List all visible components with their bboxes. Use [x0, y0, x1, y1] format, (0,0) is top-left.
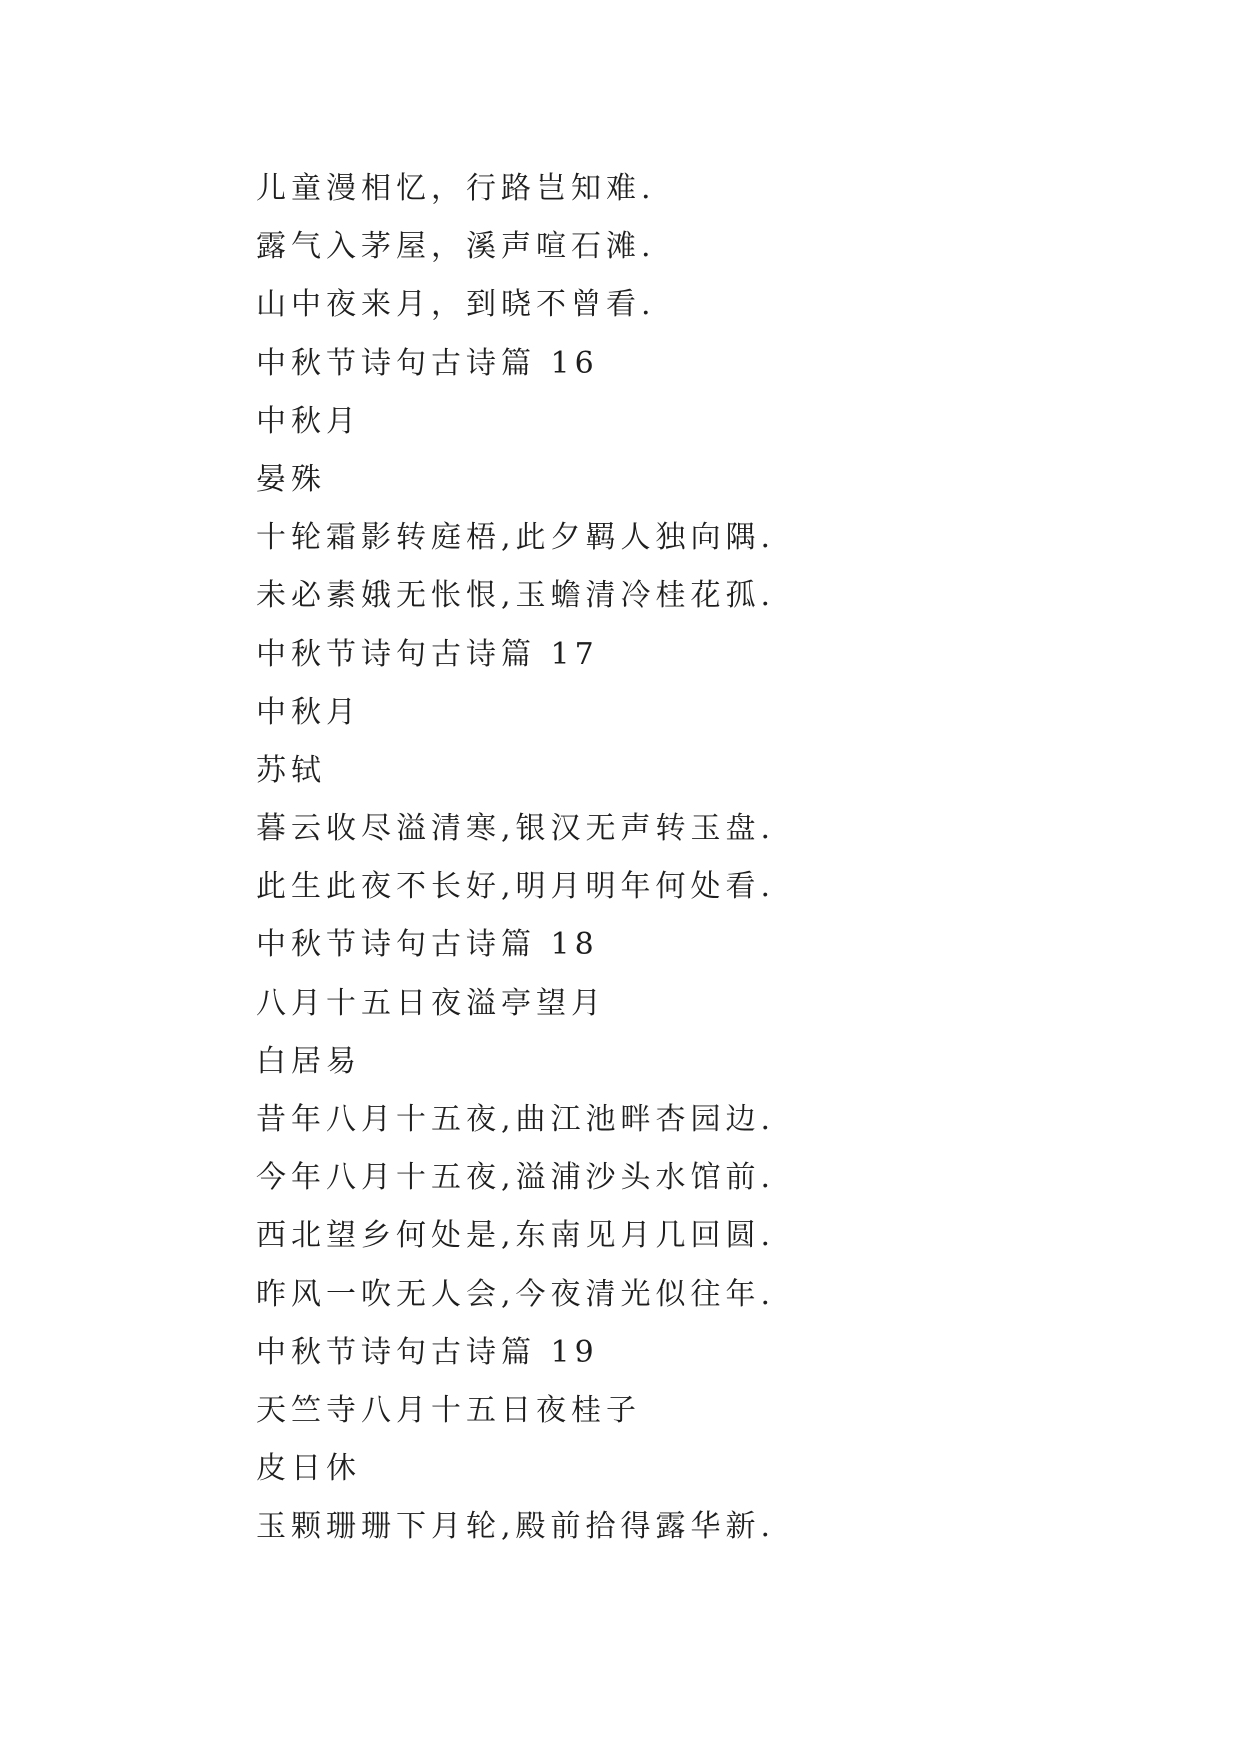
- poem-author: 苏轼: [256, 752, 326, 788]
- section-heading: 中秋节诗句古诗篇 19: [256, 1334, 599, 1370]
- poem-line: 暮云收尽溢清寒,银汉无声转玉盘.: [256, 811, 776, 847]
- poem-line: 今年八月十五夜,溢浦沙头水馆前.: [256, 1160, 776, 1196]
- poem-author: 晏殊: [256, 461, 326, 497]
- poem-line: 未必素娥无怅恨,玉蟾清冷桂花孤.: [256, 578, 776, 614]
- section-heading: 中秋节诗句古诗篇 18: [256, 927, 599, 963]
- poem-line: 山中夜来月，到晓不曾看.: [256, 287, 656, 323]
- document-body: [256, 160, 1016, 1557]
- poem-title: 中秋月: [256, 403, 361, 439]
- poem-line: 十轮霜影转庭梧,此夕羁人独向隅.: [256, 520, 776, 556]
- poem-author: 白居易: [256, 1043, 361, 1079]
- poem-line: 儿童漫相忆，行路岂知难.: [256, 171, 656, 206]
- poem-author: 皮日休: [256, 1451, 361, 1487]
- poem-title: 八月十五日夜溢亭望月: [256, 985, 606, 1021]
- poem-title: 中秋月: [256, 694, 361, 730]
- poem-line: 西北望乡何处是,东南见月几回圆.: [256, 1218, 776, 1254]
- section-heading: 中秋节诗句古诗篇 17: [256, 636, 599, 672]
- poem-line: 露气入茅屋，溪声喧石滩.: [256, 229, 656, 265]
- poem-line: 昔年八月十五夜,曲江池畔杏园边.: [256, 1102, 776, 1137]
- poem-line: 此生此夜不长好,明月明年何处看.: [256, 869, 776, 905]
- poem-line: 玉颗珊珊下月轮,殿前拾得露华新.: [256, 1509, 776, 1545]
- section-heading: 中秋节诗句古诗篇 16: [256, 345, 599, 381]
- poem-title: 天竺寺八月十五日夜桂子: [256, 1392, 641, 1428]
- poem-line: 昨风一吹无人会,今夜清光似往年.: [256, 1276, 776, 1312]
